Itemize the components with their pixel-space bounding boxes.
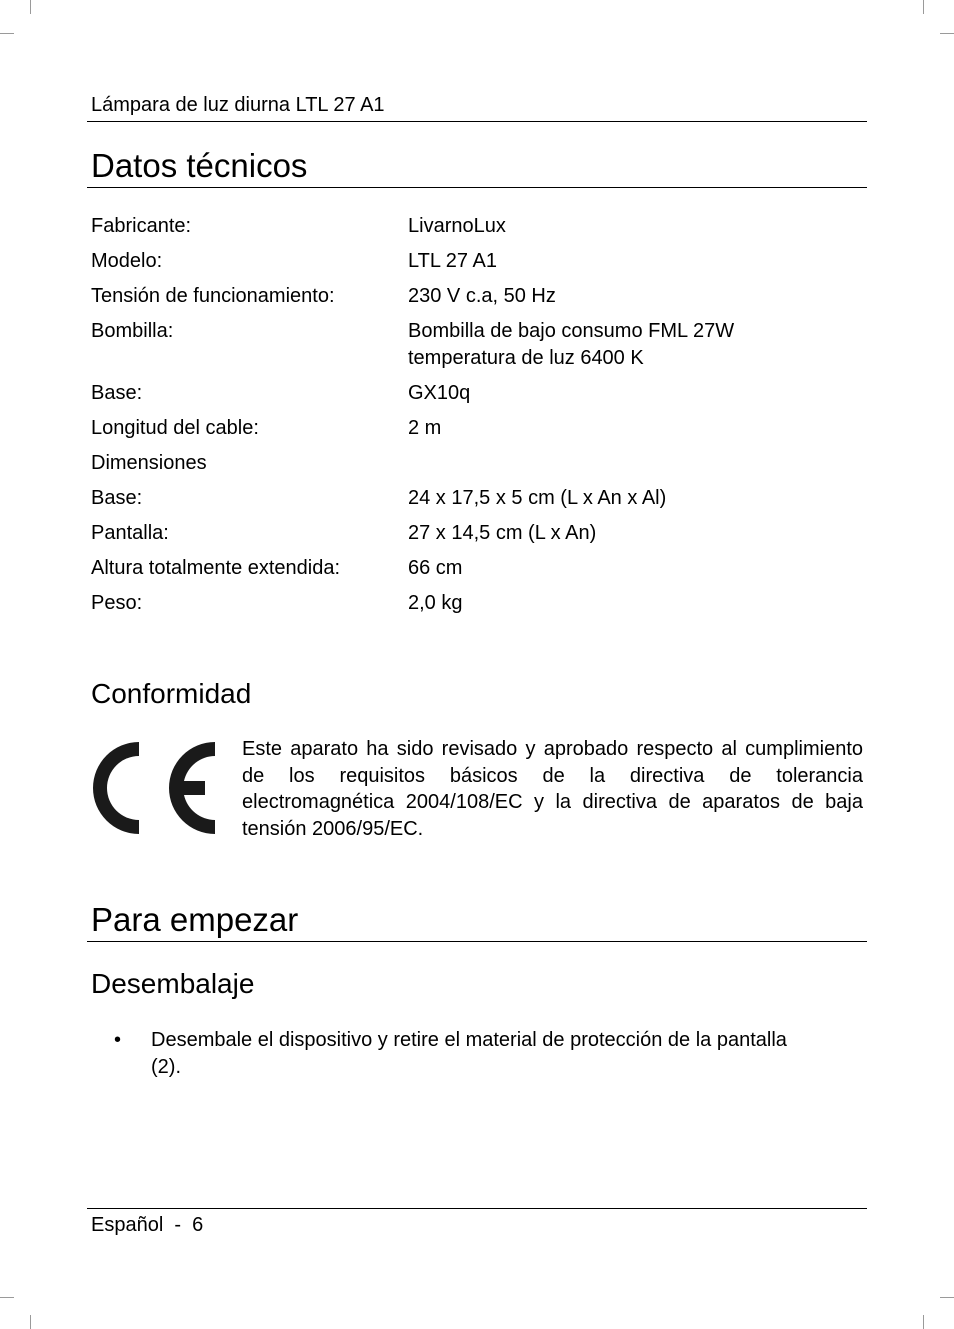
spec-value: 2,0 kg [408,592,463,614]
spec-row [91,516,866,551]
spec-label: Modelo: [91,250,163,272]
spec-row [91,314,866,376]
spec-label: Peso: [91,592,143,614]
spec-label: Dimensiones [91,452,207,474]
spec-row [91,411,866,446]
crop-mark [923,1315,924,1329]
spec-value: LTL 27 A1 [408,250,497,272]
spec-label: Base: [91,487,143,509]
crop-mark [940,33,954,34]
section-rule [87,941,867,942]
spec-label: Longitud del cable: [91,417,259,439]
spec-value: 66 cm [408,557,463,579]
spec-value: 230 V c.a, 50 Hz [408,285,556,307]
ce-mark-icon [93,742,219,834]
list-item-text: Desembale el dispositivo y retire el material de protección de la pantalla (2). [151,1029,787,1078]
spec-row [91,586,866,621]
spec-label: Pantalla: [91,522,169,544]
spec-value: 24 x 17,5 x 5 cm (L x An x Al) [408,487,667,509]
section-title-desembalaje: Desembalaje [91,968,255,999]
spec-label: Bombilla: [91,320,174,342]
crop-mark [0,1297,14,1298]
spec-label: Fabricante: [91,215,192,237]
section-rule [87,187,867,188]
spec-value: LivarnoLux [408,215,506,237]
spec-row [91,244,866,279]
header-rule [87,121,867,122]
spec-value: GX10q [408,382,471,404]
specs-table [91,209,866,621]
page-footer: Español - 6 [91,1214,204,1236]
spec-value [408,446,866,481]
spec-row [91,279,866,314]
spec-row [91,481,866,516]
spec-value: 27 x 14,5 cm (L x An) [408,522,597,544]
spec-value: 2 m [408,417,442,439]
crop-mark [923,0,924,14]
spec-label: Base: [91,382,143,404]
running-header: Lámpara de luz diurna LTL 27 A1 [91,94,385,116]
bullet-icon: • [114,1029,122,1051]
spec-row [91,551,866,586]
conformity-text: Este aparato ha sido revisado y aprobado respecto al cumplimiento de los requisitos básicos de la directiva de tolerancia electromagnética 2004/108/EC y la directiva de aparatos de baja tensión 2006/95/EC. [242,738,863,840]
section-title-conformidad: Conformidad [91,678,252,709]
spec-row [91,446,866,481]
spec-row [91,376,866,411]
crop-mark [0,33,14,34]
bullet-list [91,1027,791,1081]
spec-label: Altura totalmente extendida: [91,557,341,579]
crop-mark [940,1297,954,1298]
list-item [91,1027,791,1081]
crop-mark [30,1315,31,1329]
crop-mark [30,0,31,14]
spec-label: Tensión de funcionamiento: [91,285,335,307]
section-title-para-empezar: Para empezar [91,901,299,938]
spec-value [408,314,866,376]
section-title-datos-tecnicos: Datos técnicos [91,147,308,184]
spec-value-line: Bombilla de bajo consumo FML 27W [408,320,735,342]
footer-rule [87,1208,867,1209]
spec-row [91,209,866,244]
spec-value-line: temperatura de luz 6400 K [408,347,644,369]
